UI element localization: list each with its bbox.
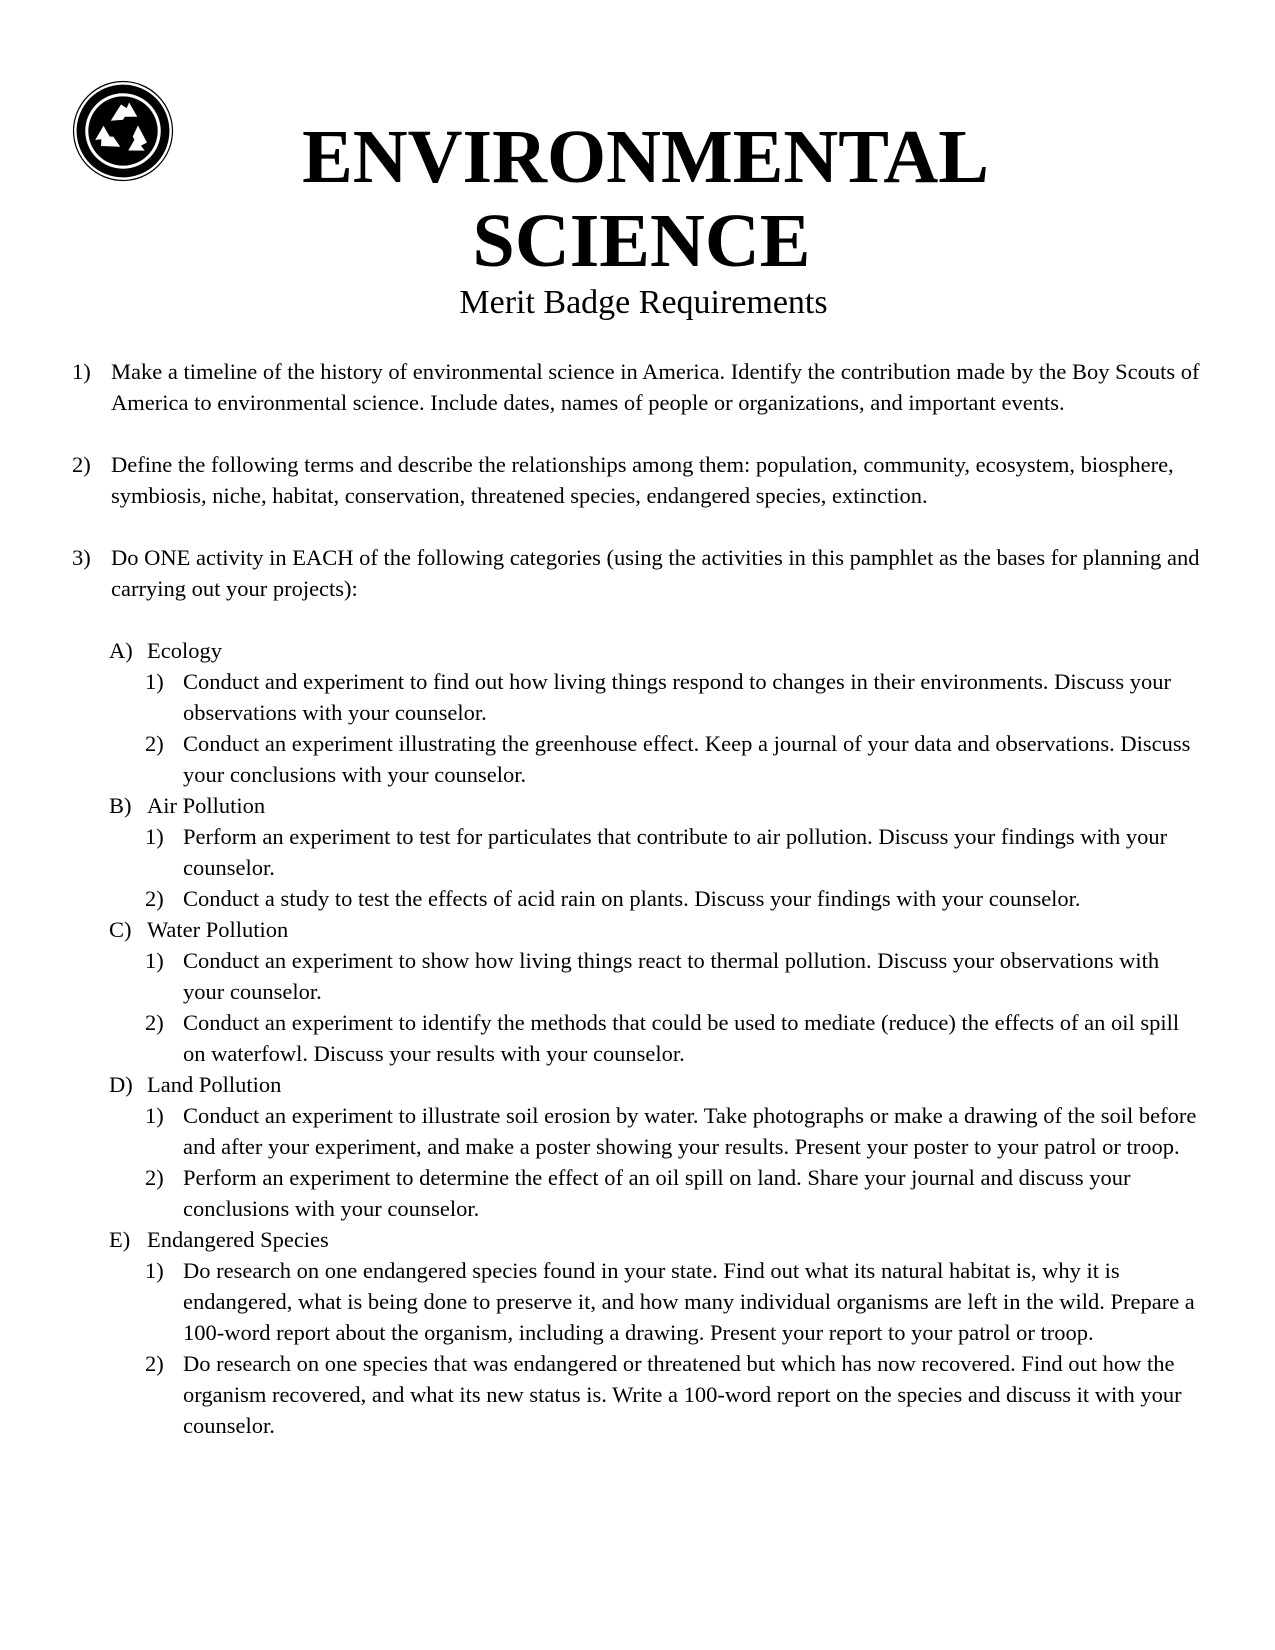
activity-item: [72, 883, 1202, 914]
category-ecology: [72, 635, 1202, 666]
requirement-number: 3): [72, 545, 91, 570]
requirement-text: Define the following terms and describe the relationships among them: population, community, ecosystem, biosphere, symbiosis, niche, habitat, conservation, threatened species, endangered species, extinction.: [111, 452, 1174, 508]
category-name: Air Pollution: [147, 793, 266, 818]
requirement-text: Do ONE activity in EACH of the following categories (using the activities in this pamphlet as the bases for planning and carrying out your projects):: [111, 545, 1200, 601]
activity-number: 1): [145, 824, 164, 849]
activity-text: Conduct and experiment to find out how living things respond to changes in their environments. Discuss your observations with your counselor.: [183, 669, 1171, 725]
page-subtitle: Merit Badge Requirements: [459, 284, 828, 321]
requirement-1: [72, 356, 1202, 418]
activity-text: Conduct an experiment to illustrate soil erosion by water. Take photographs or make a drawing of the soil before and after your experiment, and make a poster showing your results. Present your poster to your patrol or troop.: [183, 1103, 1197, 1159]
activity-item: [72, 945, 1202, 1007]
activity-number: 2): [145, 886, 164, 911]
category-water-pollution: [72, 914, 1202, 945]
requirement-number: 2): [72, 452, 91, 477]
category-name: Water Pollution: [147, 917, 289, 942]
activity-text: Perform an experiment to determine the effect of an oil spill on land. Share your journal and discuss your conclusions with your counselor.: [183, 1165, 1131, 1221]
activity-number: 2): [145, 1010, 164, 1035]
category-letter: C): [109, 917, 132, 942]
activity-number: 2): [145, 1165, 164, 1190]
category-letter: D): [109, 1072, 133, 1097]
category-letter: B): [109, 793, 132, 818]
activity-number: 1): [145, 1103, 164, 1128]
activity-text: Do research on one endangered species found in your state. Find out what its natural habitat is, why it is endangered, what is being done to preserve it, and how many individual organisms are left in the wild. Prepare a 100-word report about the organism, including a drawing. Present your report to your patrol or troop.: [183, 1258, 1195, 1345]
requirement-text: Make a timeline of the history of environmental science in America. Identify the contribution made by the Boy Scouts of America to environmental science. Include dates, names of people or organizations, and important events.: [111, 359, 1200, 415]
category-letter: E): [109, 1227, 131, 1252]
category-land-pollution: [72, 1069, 1202, 1100]
activity-item: [72, 1348, 1202, 1441]
activity-item: [72, 728, 1202, 790]
activity-item: [72, 1255, 1202, 1348]
page-title-line2: SCIENCE: [472, 199, 811, 283]
requirements-list: [72, 356, 1202, 1441]
activity-item: [72, 1162, 1202, 1224]
activity-text: Conduct an experiment to show how living things react to thermal pollution. Discuss your observations with your counselor.: [183, 948, 1160, 1004]
requirement-number: 1): [72, 359, 91, 384]
category-endangered-species: [72, 1224, 1202, 1255]
category-name: Ecology: [147, 638, 222, 663]
activity-item: [72, 1007, 1202, 1069]
activity-text: Do research on one species that was endangered or threatened but which has now recovered. Find out how the organism recovered, and what its new status is. Write a 100-word report on the species and discuss it with your counselor.: [183, 1351, 1182, 1438]
activity-number: 2): [145, 731, 164, 756]
page-title-line1: ENVIRONMENTAL: [302, 115, 989, 199]
activity-number: 1): [145, 669, 164, 694]
activity-text: Conduct an experiment illustrating the greenhouse effect. Keep a journal of your data and observations. Discuss your conclusions with your counselor.: [183, 731, 1191, 787]
activity-number: 2): [145, 1351, 164, 1376]
category-letter: A): [109, 638, 133, 663]
category-list: [72, 635, 1202, 1441]
activity-number: 1): [145, 948, 164, 973]
category-name: Land Pollution: [147, 1072, 282, 1097]
activity-text: Conduct a study to test the effects of acid rain on plants. Discuss your findings with your counselor.: [183, 886, 1081, 911]
activity-text: Conduct an experiment to identify the methods that could be used to mediate (reduce) the effects of an oil spill on waterfowl. Discuss your results with your counselor.: [183, 1010, 1180, 1066]
category-air-pollution: [72, 790, 1202, 821]
activity-item: [72, 821, 1202, 883]
category-name: Endangered Species: [147, 1227, 329, 1252]
activity-item: [72, 666, 1202, 728]
activity-text: Perform an experiment to test for particulates that contribute to air pollution. Discuss your findings with your counselor.: [183, 824, 1168, 880]
activity-number: 1): [145, 1258, 164, 1283]
requirement-3: [72, 542, 1202, 604]
requirement-2: [72, 449, 1202, 511]
activity-item: [72, 1100, 1202, 1162]
